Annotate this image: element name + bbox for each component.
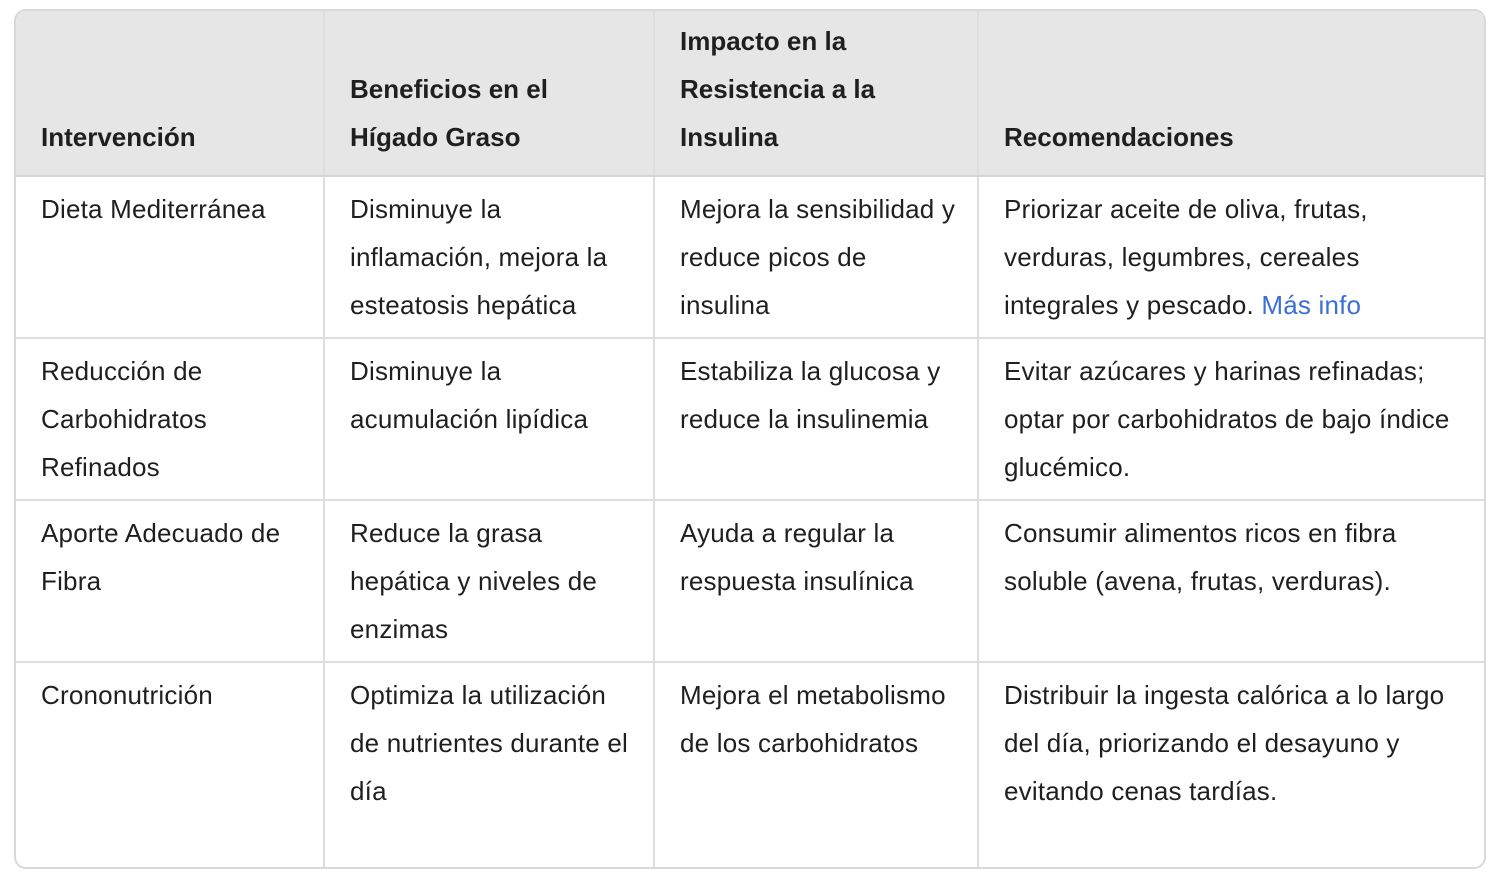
cell-recommendation: Evitar azúcares y harinas refinadas; optar por carbohidratos de bajo índice glucémico. bbox=[978, 338, 1486, 500]
cell-liver-benefits: Optimiza la utilización de nutrientes durante el día bbox=[324, 662, 654, 869]
cell-liver-benefits: Reduce la grasa hepática y niveles de enzimas bbox=[324, 500, 654, 662]
header-recommendations: Recomendaciones bbox=[978, 11, 1486, 176]
cell-intervention: Reducción de Carbohidratos Refinados bbox=[16, 338, 324, 500]
recommendation-text: Priorizar aceite de oliva, frutas, verduras, legumbres, cereales integrales y pescado. bbox=[1004, 194, 1368, 320]
cell-recommendation: Distribuir la ingesta calórica a lo largo del día, priorizando el desayuno y evitando cenas tardías. bbox=[978, 662, 1486, 869]
table-row bbox=[16, 338, 1486, 500]
table-row bbox=[16, 662, 1486, 869]
header-liver-benefits: Beneficios en el Hígado Graso bbox=[324, 11, 654, 176]
header-row bbox=[16, 11, 1486, 176]
cell-liver-benefits: Disminuye la inflamación, mejora la esteatosis hepática bbox=[324, 176, 654, 338]
cell-insulin-impact: Mejora la sensibilidad y reduce picos de insulina bbox=[654, 176, 978, 338]
cell-intervention: Dieta Mediterránea bbox=[16, 176, 324, 338]
table-body bbox=[16, 176, 1486, 869]
cell-intervention: Aporte Adecuado de Fibra bbox=[16, 500, 324, 662]
cell-recommendation: Consumir alimentos ricos en fibra soluble (avena, frutas, verduras). bbox=[978, 500, 1486, 662]
cell-insulin-impact: Estabiliza la glucosa y reduce la insulinemia bbox=[654, 338, 978, 500]
table-row bbox=[16, 176, 1486, 338]
table-row bbox=[16, 500, 1486, 662]
cell-liver-benefits: Disminuye la acumulación lipídica bbox=[324, 338, 654, 500]
data-table bbox=[16, 11, 1486, 869]
cell-insulin-impact: Ayuda a regular la respuesta insulínica bbox=[654, 500, 978, 662]
cell-intervention: Crononutrición bbox=[41, 680, 213, 710]
table-header bbox=[16, 11, 1486, 176]
cell-insulin-impact: Mejora el metabolismo de los carbohidratos bbox=[654, 662, 978, 869]
header-insulin-impact: Impacto en la Resistencia a la Insulina bbox=[654, 11, 978, 176]
header-intervention: Intervención bbox=[16, 11, 324, 176]
cell-recommendation bbox=[978, 176, 1486, 338]
nutrition-table bbox=[14, 9, 1486, 869]
more-info-link[interactable]: Más info bbox=[1261, 290, 1362, 320]
